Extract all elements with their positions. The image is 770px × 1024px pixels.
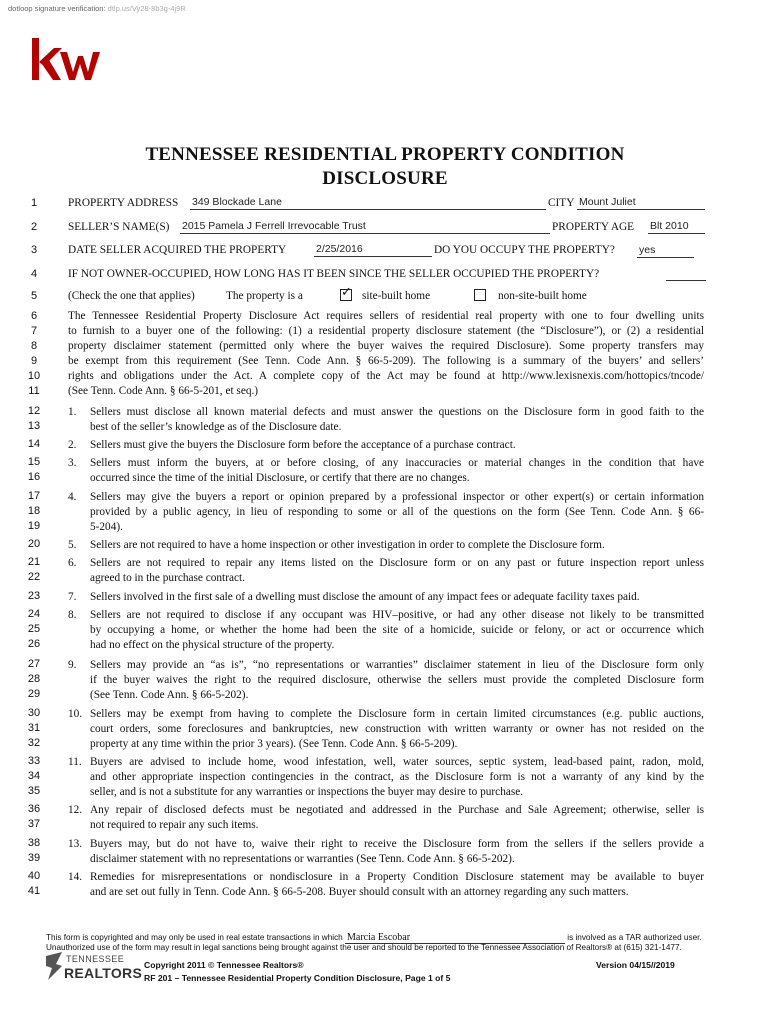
line-number: 23 xyxy=(27,590,41,602)
item-number: 4. xyxy=(68,491,77,503)
line-number: 22 xyxy=(27,571,41,583)
item-line: and other appropriate inspection contingencies in the contract, as the Disclosure form is not a warranty of any kind by the xyxy=(90,771,704,783)
item-line: Sellers must give the buyers the Disclosure form before the acceptance of a purchase contract. xyxy=(90,439,516,451)
line-number: 21 xyxy=(27,556,41,568)
tennessee-realtors-logo xyxy=(44,952,143,984)
item-line: if the buyer waives the right to the required disclosure, otherwise the sellers must provide the completed Disclosure form xyxy=(90,674,704,686)
line-number: 41 xyxy=(27,885,41,897)
verification-link[interactable]: dtlp.us/Vy28-8b3g-4j9R xyxy=(107,4,186,13)
line-number: 34 xyxy=(27,770,41,782)
item-text xyxy=(90,556,704,586)
item-text xyxy=(90,837,704,867)
item-text xyxy=(90,405,704,435)
item-line: Sellers may give the buyers a report or opinion prepared by a professional inspector or other expert(s) or certain information xyxy=(90,491,704,503)
disclosure-item xyxy=(68,490,704,535)
line-number: 10 xyxy=(27,370,41,382)
line-number: 12 xyxy=(27,405,41,417)
line-number: 13 xyxy=(27,420,41,432)
line-number: 27 xyxy=(27,658,41,670)
not-occupied-field[interactable] xyxy=(666,267,706,281)
intro-line: property disclaimer statement (permitted only where the buyer waives the required Disclosure). Some property transfers may xyxy=(68,340,704,352)
city-label: CITY xyxy=(548,197,575,209)
occupy-field[interactable]: yes xyxy=(637,244,694,258)
document-title-line1: TENNESSEE RESIDENTIAL PROPERTY CONDITION xyxy=(145,144,625,165)
line-number: 19 xyxy=(27,520,41,532)
item-line: Any repair of disclosed defects must be negotiated and addressed in the Purchase and Sale Agreement; otherwise, seller is xyxy=(90,804,704,816)
check-one-label: (Check the one that applies) xyxy=(68,290,195,302)
logo-line1: TENNESSEE xyxy=(66,954,125,964)
item-text xyxy=(90,438,704,453)
line-number: 24 xyxy=(27,608,41,620)
item-text xyxy=(90,608,704,653)
item-line: occurred since the time of the initial Disclosure, or certify that there are no changes. xyxy=(90,472,470,484)
item-line: by occupying a home, or whether the home had been the site of a homicide, suicide or felony, or act or occurrence which xyxy=(90,624,704,636)
line-number: 35 xyxy=(27,785,41,797)
intro-paragraph xyxy=(68,309,704,399)
disclosure-item xyxy=(68,608,704,653)
item-number: 5. xyxy=(68,539,77,551)
item-line: Sellers must disclose all known material defects and must answer the questions on the Disclosure form in good faith to the xyxy=(90,406,704,418)
disclosure-item xyxy=(68,803,704,833)
occupy-label: DO YOU OCCUPY THE PROPERTY? xyxy=(434,244,615,256)
line-number: 25 xyxy=(27,623,41,635)
kw-logo xyxy=(30,38,100,82)
not-occupied-label: IF NOT OWNER-OCCUPIED, HOW LONG HAS IT BEEN SINCE THE SELLER OCCUPIED THE PROPERTY? xyxy=(68,268,600,280)
item-text xyxy=(90,590,704,605)
item-number: 8. xyxy=(68,609,77,621)
item-text xyxy=(90,755,704,800)
item-text xyxy=(90,803,704,833)
item-number: 6. xyxy=(68,557,77,569)
item-number: 13. xyxy=(68,838,83,850)
item-line: Remedies for misrepresentations or nondisclosure in a Property Condition Disclosure statement may be available to buyer xyxy=(90,871,704,883)
disclosure-item xyxy=(68,870,704,900)
line-number: 16 xyxy=(27,471,41,483)
disclosure-item xyxy=(68,837,704,867)
line-number: 9 xyxy=(30,355,38,367)
item-number: 14. xyxy=(68,871,83,883)
item-line: Sellers are not required to disclose if any occupant was HIV–positive, or had any other disease not likely to be transmitted xyxy=(90,609,704,621)
line-number: 30 xyxy=(27,707,41,719)
item-line: disclaimer statement with no representations or warranties (See Tenn. Code Ann. § 66-5-202). xyxy=(90,853,515,865)
logo-line2: REALTORS xyxy=(64,965,143,981)
line-number: 36 xyxy=(27,803,41,815)
item-line: agreed to in the purchase contract. xyxy=(90,572,245,584)
line-number: 40 xyxy=(27,870,41,882)
line-number: 18 xyxy=(27,505,41,517)
item-number: 10. xyxy=(68,708,83,720)
intro-line: (See Tenn. Code Ann. § 66-5-201, et seq.) xyxy=(68,385,259,397)
line-number: 32 xyxy=(27,737,41,749)
notice-post: is involved as a TAR authorized user. xyxy=(567,933,702,942)
sellers-name-field[interactable]: 2015 Pamela J Ferrell Irrevocable Trust xyxy=(180,220,550,234)
disclosure-item xyxy=(68,538,704,553)
item-line: had no effect on the physical structure of the property. xyxy=(90,639,335,651)
item-line: Sellers are not required to repair any items listed on the Disclosure form or on any past or future inspection report unless xyxy=(90,557,704,569)
version-line: Version 04/15//2019 xyxy=(596,960,675,970)
disclosure-item xyxy=(68,456,704,486)
line-number: 14 xyxy=(27,438,41,450)
non-site-built-checkbox[interactable] xyxy=(474,289,486,301)
property-is-label: The property is a xyxy=(226,290,303,302)
item-line: Sellers may provide an “as is”, “no representations or warranties” disclaimer statement in lieu of the Disclosure form only xyxy=(90,659,704,671)
line-number: 6 xyxy=(30,310,38,322)
item-line: provided by a public agency, in lieu of responding to some or all of the questions on the form (See Tenn. Code Ann. § 66- xyxy=(90,506,704,518)
item-number: 2. xyxy=(68,439,77,451)
line-number: 17 xyxy=(27,490,41,502)
non-site-built-label: non-site-built home xyxy=(498,290,587,302)
item-line: best of the seller’s knowledge as of the Disclosure date. xyxy=(90,421,342,433)
disclosure-item xyxy=(68,707,704,752)
item-text xyxy=(90,707,704,752)
notice-pre: This form is copyrighted and may only be used in real estate transactions in which xyxy=(46,933,343,942)
date-acquired-label: DATE SELLER ACQUIRED THE PROPERTY xyxy=(68,244,287,256)
line-number: 8 xyxy=(30,340,38,352)
line-number: 2 xyxy=(30,221,38,233)
intro-line: rights and obligations under the Act. A complete copy of the Act may be found at http://www.lexisnexis.com/hottopics/tncode/ xyxy=(68,370,704,382)
item-number: 3. xyxy=(68,457,77,469)
disclosure-item xyxy=(68,658,704,703)
line-number: 28 xyxy=(27,673,41,685)
item-line: Sellers are not required to have a home inspection or other investigation in order to complete the Disclosure form. xyxy=(90,539,605,551)
item-line: not required to repair any such items. xyxy=(90,819,259,831)
item-line: property at any time within the prior 3 years). (See Tenn. Code Ann. § 66-5-209). xyxy=(90,738,458,750)
intro-line: The Tennessee Residential Property Disclosure Act requires sellers of residential real property with one to four dwelling units xyxy=(68,310,704,322)
item-number: 1. xyxy=(68,406,77,418)
item-number: 7. xyxy=(68,591,77,603)
signature-verification xyxy=(8,4,186,13)
item-line: seller, and is not a substitute for any warranties or inspections the buyer may desire to purchase. xyxy=(90,786,524,798)
date-acquired-field[interactable]: 2/25/2016 xyxy=(314,243,432,257)
line-number: 20 xyxy=(27,538,41,550)
copyright-line: Copyright 2011 © Tennessee Realtors® xyxy=(144,960,304,970)
property-address-label: PROPERTY ADDRESS xyxy=(68,197,179,209)
line-number: 26 xyxy=(27,638,41,650)
city-field[interactable]: Mount Juliet xyxy=(577,196,705,210)
line-number: 1 xyxy=(30,197,38,209)
item-line: Buyers are advised to include home, wood infestation, well, water sources, septic system, lead-based paint, radon, mold, xyxy=(90,756,704,768)
line-number: 33 xyxy=(27,755,41,767)
document-title-line2: DISCLOSURE xyxy=(322,168,448,189)
line-number: 15 xyxy=(27,456,41,468)
item-text xyxy=(90,870,704,900)
notice-line2: Unauthorized use of the form may result in legal sanctions being brought against the user and should be reported to the Tennessee Association of Realtors® at (615) 321-1477. xyxy=(46,943,682,952)
property-age-label: PROPERTY AGE xyxy=(552,221,635,233)
verification-label: dotloop signature verification: xyxy=(8,4,106,13)
disclosure-item xyxy=(68,405,704,435)
item-line: Sellers may be exempt from having to complete the Disclosure form in certain limited circumstances (e.g. public auctions, xyxy=(90,708,704,720)
item-text xyxy=(90,490,704,535)
site-built-label: site-built home xyxy=(362,290,431,302)
line-number: 7 xyxy=(30,325,38,337)
disclosure-item xyxy=(68,755,704,800)
disclosure-item xyxy=(68,556,704,586)
item-text xyxy=(90,538,704,553)
line-number: 4 xyxy=(30,268,38,280)
item-line: Buyers may, but do not have to, waive their right to receive the Disclosure form from the sellers if the sellers provide a xyxy=(90,838,704,850)
line-number: 31 xyxy=(27,722,41,734)
item-number: 9. xyxy=(68,659,77,671)
item-line: Sellers must inform the buyers, at or before closing, of any inaccuracies or material changes in the condition that have xyxy=(90,457,704,469)
site-built-checkbox[interactable] xyxy=(340,289,352,301)
line-number: 29 xyxy=(27,688,41,700)
item-line: court orders, some foreclosures and bankruptcies, new construction with written warranty or owner has not resided on the xyxy=(90,723,704,735)
intro-line: to furnish to a buyer one of the following: (1) a residential property disclosure statement (the “Disclosure”), or (2) a residential xyxy=(68,325,704,337)
disclosure-item xyxy=(68,438,704,453)
property-age-field[interactable]: Blt 2010 xyxy=(648,220,705,234)
item-text xyxy=(90,456,704,486)
item-line: 5-204). xyxy=(90,521,123,533)
item-number: 12. xyxy=(68,804,83,816)
line-number: 39 xyxy=(27,852,41,864)
sellers-name-label: SELLER’S NAME(S) xyxy=(68,221,170,233)
line-number: 5 xyxy=(30,290,38,302)
licensee-field[interactable]: Marcia Escobar xyxy=(345,932,565,944)
item-text xyxy=(90,658,704,703)
line-number: 37 xyxy=(27,818,41,830)
item-line: and are set out fully in Tenn. Code Ann. § 66-5-208. Buyer should consult with an attorney regarding any such matters. xyxy=(90,886,629,898)
item-number: 11. xyxy=(68,756,82,768)
item-line: (See Tenn. Code Ann. § 66-5-202). xyxy=(90,689,249,701)
line-number: 3 xyxy=(30,244,38,256)
property-address-field[interactable]: 349 Blockade Lane xyxy=(190,196,546,210)
intro-line: be exempt from this requirement (See Tenn. Code Ann. § 66-5-209). The following is a summary of the buyers’ and sellers’ xyxy=(68,355,704,367)
realtors-mark-icon xyxy=(44,952,64,982)
line-number: 11 xyxy=(28,385,40,397)
line-number: 38 xyxy=(27,837,41,849)
form-id-line: RF 201 – Tennessee Residential Property Condition Disclosure, Page 1 of 5 xyxy=(144,973,451,983)
item-line: Sellers involved in the first sale of a dwelling must disclose the amount of any impact fees or adequate facility taxes paid. xyxy=(90,591,640,603)
disclosure-item xyxy=(68,590,704,605)
